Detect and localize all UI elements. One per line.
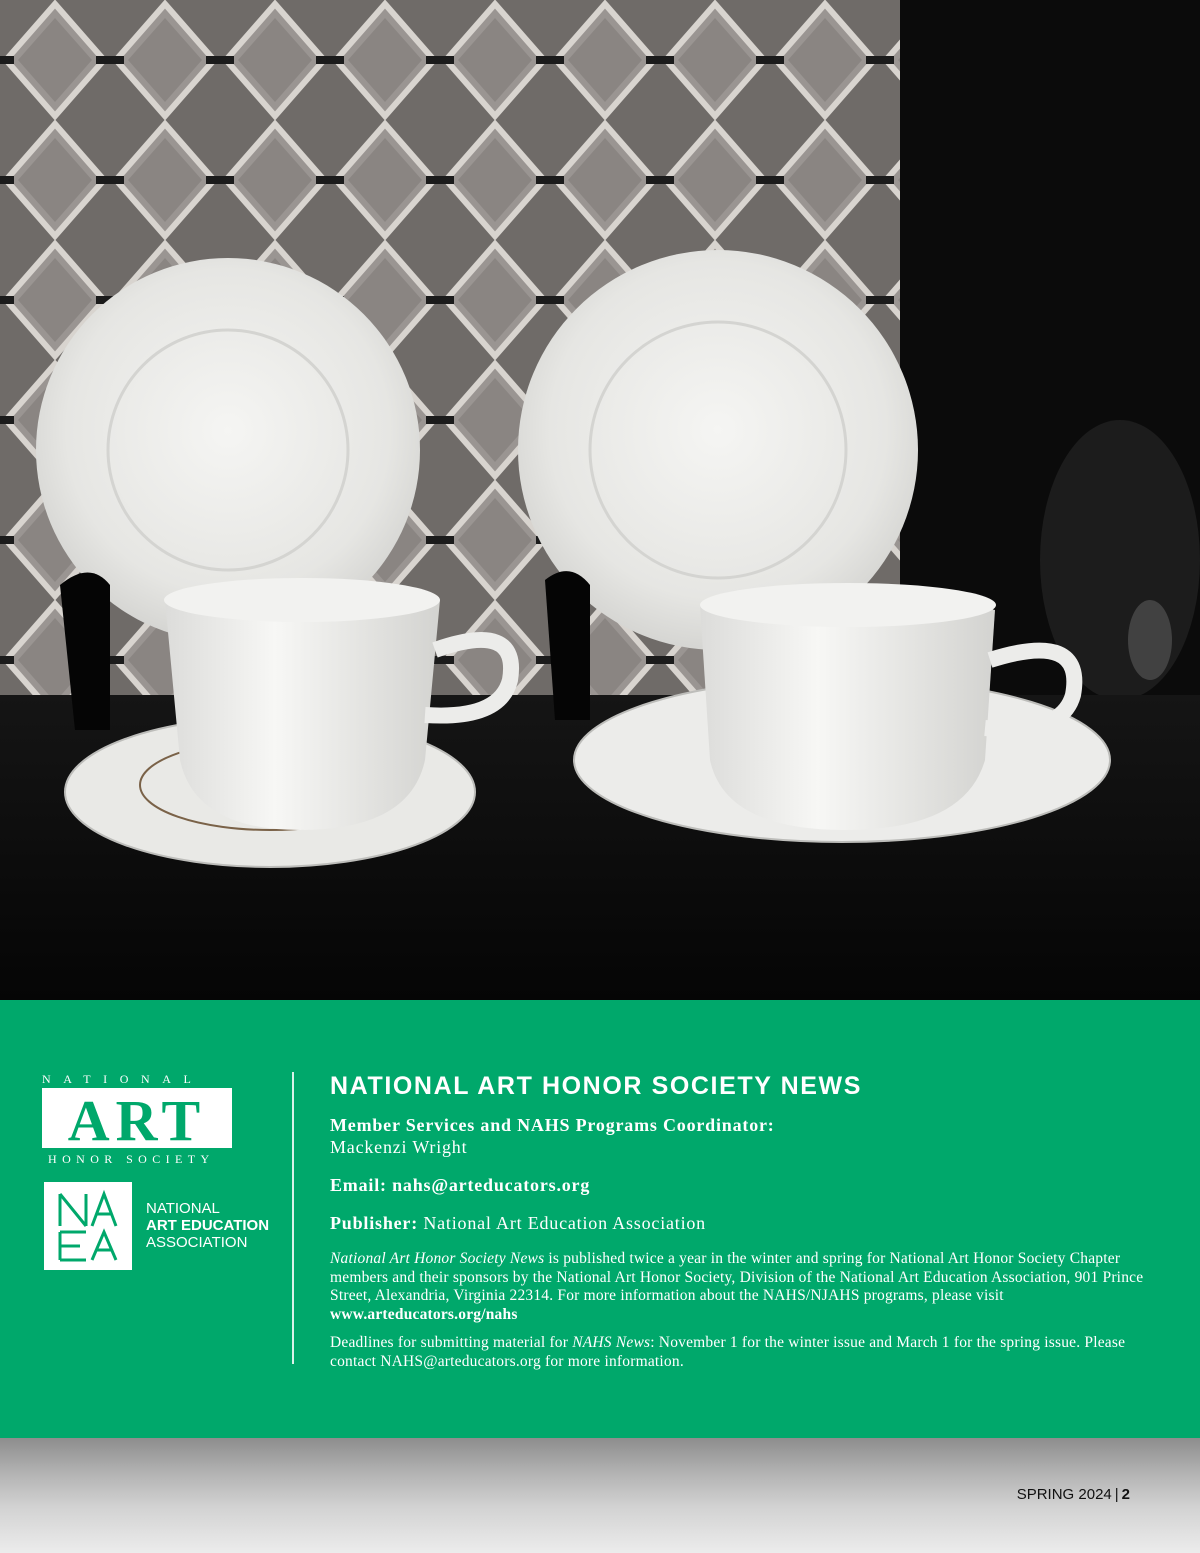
publication-paragraph	[330, 1250, 1150, 1324]
naea-logo-mark	[42, 1180, 134, 1272]
masthead-headline: NATIONAL ART HONOR SOCIETY NEWS	[330, 1072, 863, 1100]
naea-line-3: ASSOCIATION	[146, 1234, 248, 1251]
nahs-logo-honor-society: HONOR SOCIETY	[48, 1152, 215, 1166]
publication-text: is published twice a year in the winter and spring for National Art Honor Society Chapter members and their sponsors by the National Art Honor Society, Division of the National Art Education Association, 901 Prince Street, Alexandria, Virginia 22314. For more information about the NAHS/NJAHS programs, please visit	[330, 1250, 1144, 1304]
naea-line-2: ART EDUCATION	[146, 1217, 270, 1234]
email-label: Email:	[330, 1175, 387, 1195]
nahs-art-letters: ART	[67, 1088, 207, 1148]
naea-logo-text	[146, 1200, 286, 1251]
folio-separator: |	[1114, 1486, 1119, 1503]
masthead-text	[330, 1070, 1150, 1381]
coordinator-label: Member Services and NAHS Programs Coordinator:	[330, 1115, 775, 1135]
deadline-paragraph	[330, 1334, 1150, 1371]
email-link[interactable]: nahs@arteducators.org	[392, 1175, 591, 1195]
publisher-label: Publisher:	[330, 1213, 419, 1233]
coordinator-name: Mackenzi Wright	[330, 1137, 468, 1157]
publisher-line	[330, 1212, 1150, 1234]
masthead-band	[0, 1000, 1200, 1438]
publication-title: National Art Honor Society News	[330, 1250, 545, 1267]
deadline-intro: Deadlines for submitting material for	[330, 1334, 573, 1351]
website-link[interactable]: www.arteducators.org/nahs	[330, 1305, 518, 1323]
nahs-art-logo	[42, 1088, 232, 1148]
deadline-title: NAHS News	[572, 1334, 651, 1351]
deadline-text: : November 1 for the winter issue and March 1 for the spring issue. Please contact NAHS@arteducators.org for more information.	[330, 1334, 1126, 1370]
vertical-divider	[292, 1072, 294, 1364]
page-number: 2	[1121, 1486, 1130, 1503]
publisher-name: National Art Education Association	[423, 1213, 706, 1233]
nahs-logo-national: NATIONAL	[42, 1072, 204, 1086]
folio	[1017, 1486, 1130, 1503]
naea-line-1: NATIONAL	[146, 1200, 220, 1217]
issue-label: SPRING 2024	[1016, 1486, 1112, 1503]
email-line	[330, 1174, 1150, 1196]
